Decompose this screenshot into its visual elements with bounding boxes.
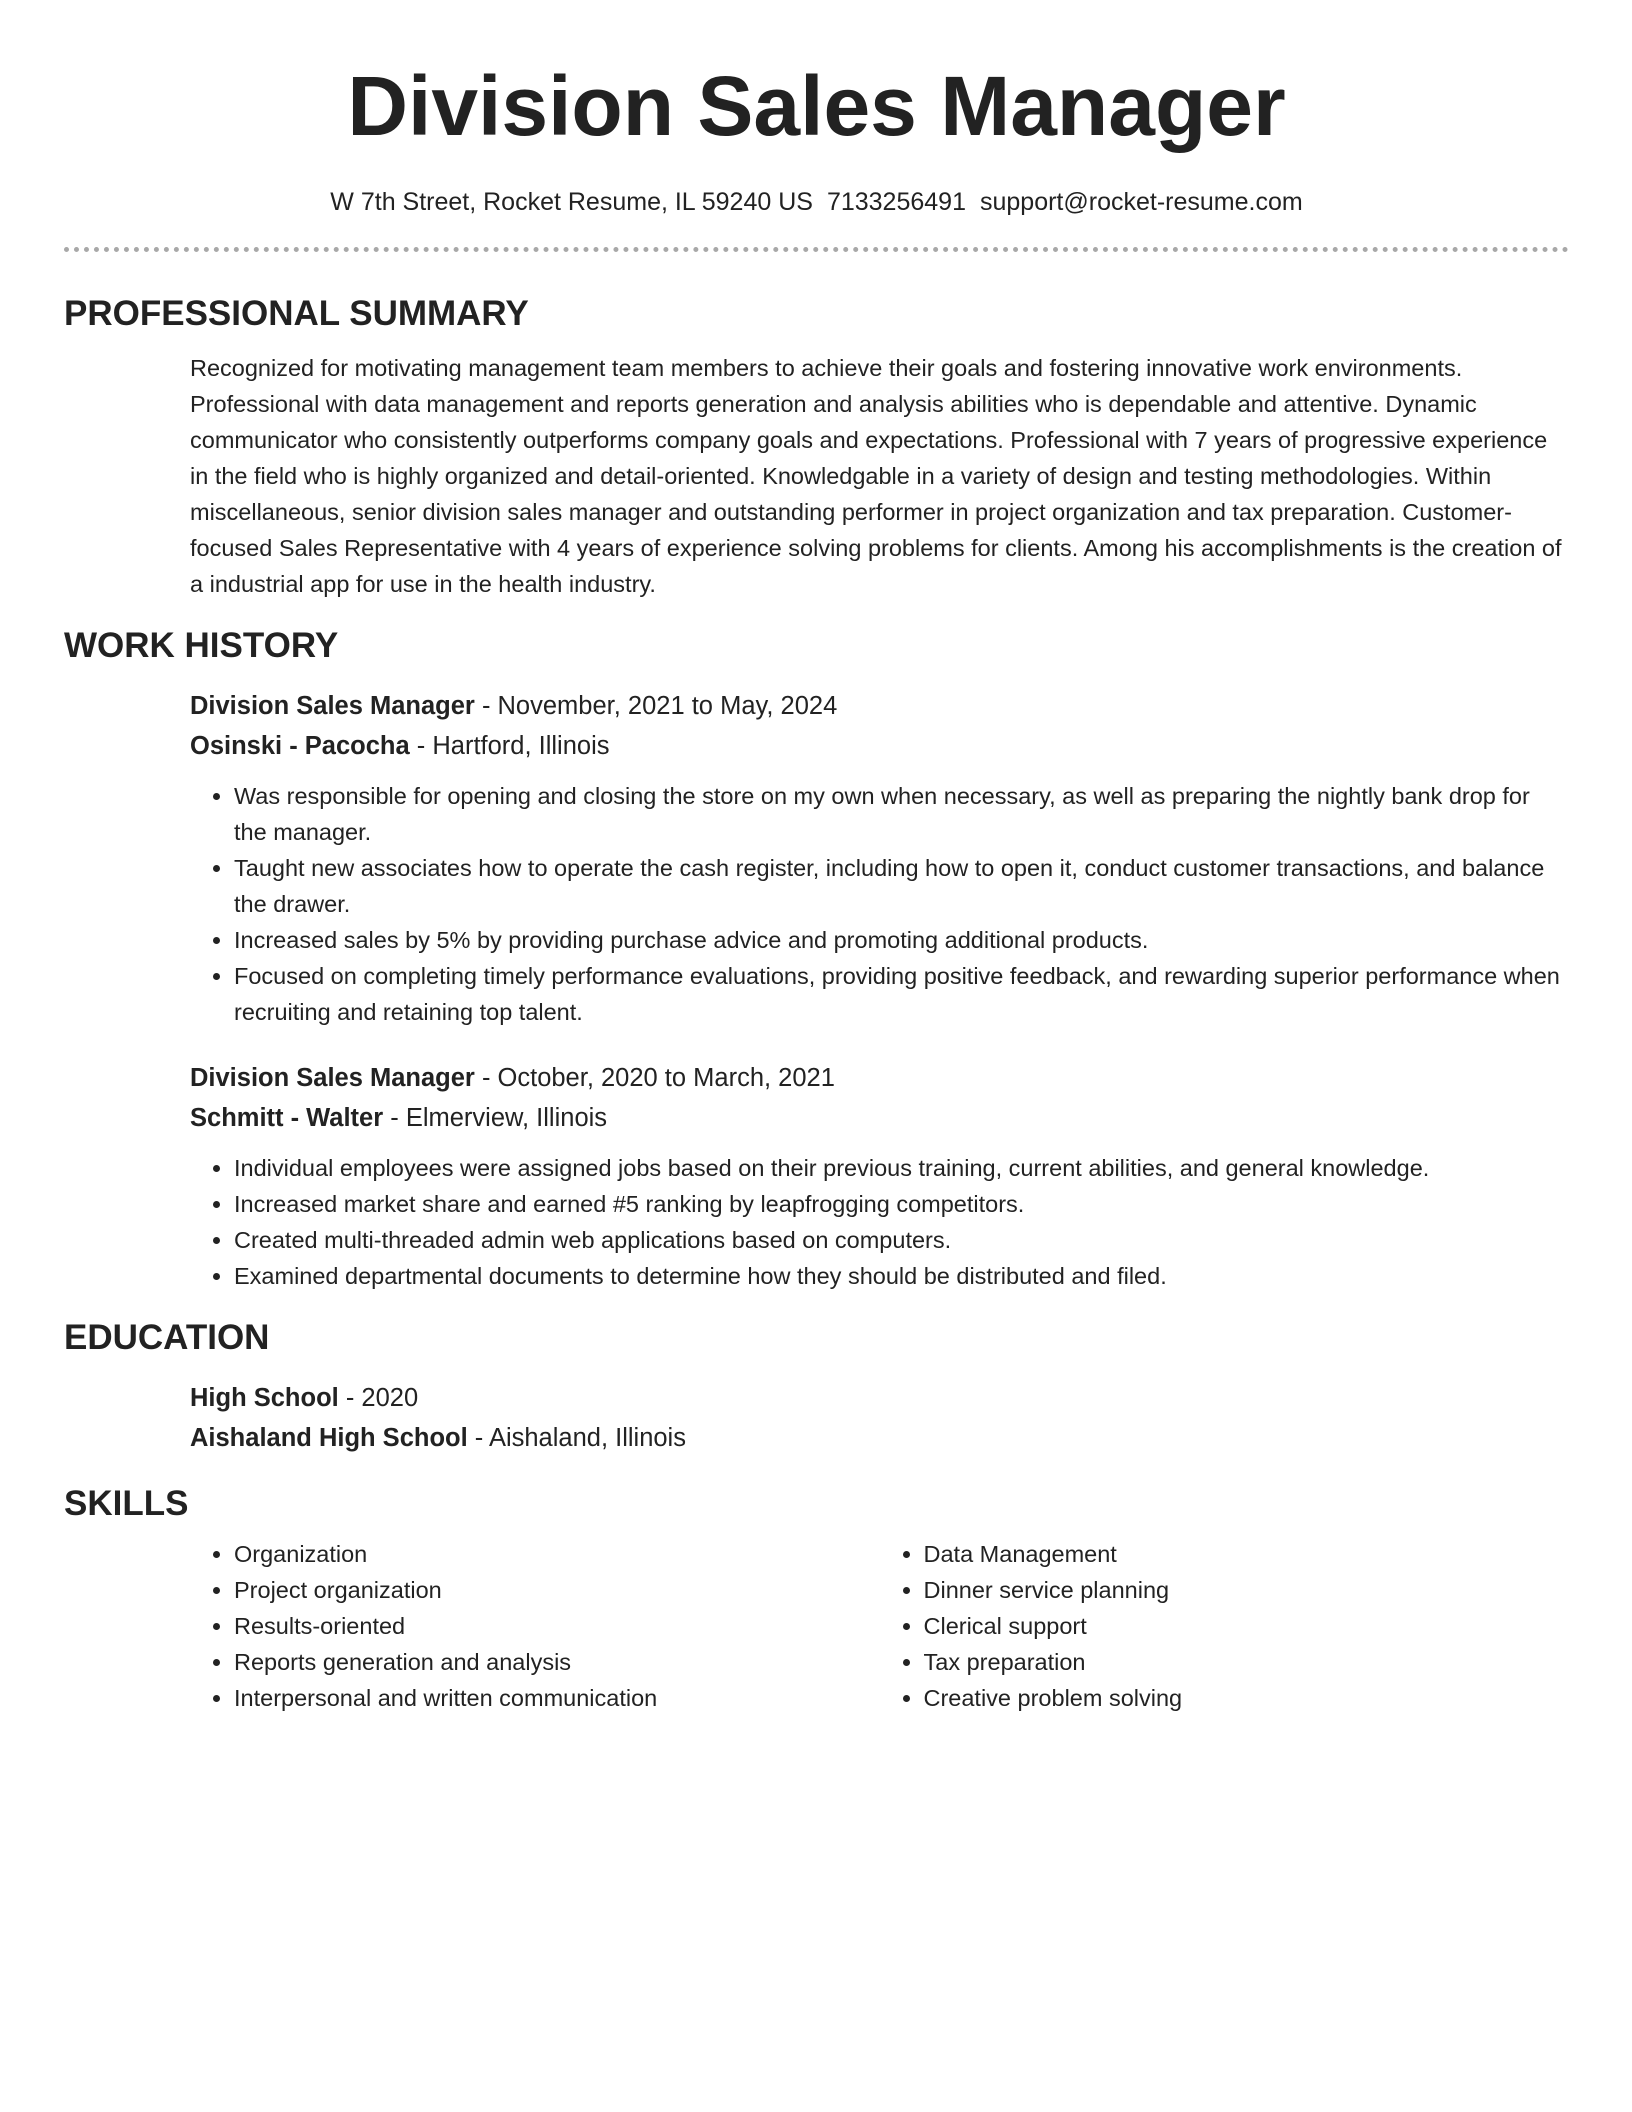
skills-section — [64, 1482, 1569, 1716]
job-bullet: • Examined departmental documents to determine how they should be distributed and filed. — [234, 1258, 1569, 1294]
job-role: Division Sales Manager — [190, 1064, 475, 1092]
skills-grid — [190, 1536, 1569, 1716]
job-bullets — [190, 778, 1569, 1030]
education-school: Aishaland High School — [190, 1424, 468, 1452]
summary-section — [64, 292, 1569, 602]
job-location: - Hartford, Illinois — [409, 732, 610, 760]
job-company-line — [190, 726, 1569, 766]
job-bullets — [190, 1150, 1569, 1294]
job-company-line — [190, 1098, 1569, 1138]
skills-title: SKILLS — [64, 1484, 189, 1523]
education-school-line — [190, 1418, 1569, 1458]
job-company: Osinski - Pacocha — [190, 732, 410, 760]
job-role: Division Sales Manager — [190, 692, 475, 720]
skill-item: • Dinner service planning — [924, 1572, 1570, 1608]
job-title-line — [190, 686, 1569, 726]
skill-item: • Data Management — [924, 1536, 1570, 1572]
job-bullet: • Was responsible for opening and closing the store on my own when necessary, as well as preparing the nightly bank drop for the manager. — [234, 778, 1569, 850]
skill-item: • Clerical support — [924, 1608, 1570, 1644]
skill-item: • Results-oriented — [234, 1608, 880, 1644]
resume-header — [64, 0, 1569, 218]
job-bullet: • Taught new associates how to operate the cash register, including how to open it, conduct customer transactions, and balance the drawer. — [234, 850, 1569, 922]
education-title: EDUCATION — [64, 1318, 270, 1357]
job-dates: - October, 2020 to March, 2021 — [474, 1064, 835, 1092]
contact-address: W 7th Street, Rocket Resume, IL 59240 US — [330, 188, 813, 216]
job-entry — [190, 1058, 1569, 1294]
skill-item: • Organization — [234, 1536, 880, 1572]
skill-item: • Reports generation and analysis — [234, 1644, 880, 1680]
job-title-line — [190, 1058, 1569, 1098]
contact-email: support@rocket-resume.com — [979, 188, 1303, 216]
skills-list-right — [880, 1536, 1570, 1716]
job-company: Schmitt - Walter — [190, 1104, 384, 1132]
candidate-name: Division Sales Manager — [347, 59, 1286, 153]
summary-title: PROFESSIONAL SUMMARY — [64, 294, 529, 333]
contact-phone: 7133256491 — [826, 188, 966, 216]
header-divider — [64, 247, 1569, 252]
summary-text: Recognized for motivating management team members to achieve their goals and fostering innovative work environments. Professional with data management and reports generation and analysis abilities who is dependable and attentive. Dynamic communicator who consistently outperforms company goals and expectations. Professional with 7 years of progressive experience in the field who is highly organized and detail-oriented. Knowledgable in a variety of design and testing methodologies. Within miscellaneous, senior division sales manager and outstanding performer in project organization and tax preparation. Customer-focused Sales Representative with 4 years of experience solving problems for clients. Among his accomplishments is the creation of a industrial app for use in the health industry. — [190, 355, 1562, 597]
skill-item: • Interpersonal and written communication — [234, 1680, 880, 1716]
work-title: WORK HISTORY — [64, 626, 339, 665]
job-entry — [190, 686, 1569, 1030]
job-bullet: • Individual employees were assigned jobs based on their previous training, current abilities, and general knowledge. — [234, 1150, 1569, 1186]
job-bullet: • Increased sales by 5% by providing purchase advice and promoting additional products. — [234, 922, 1569, 958]
education-year: - 2020 — [338, 1384, 419, 1412]
education-section — [64, 1316, 1569, 1458]
skill-item: • Creative problem solving — [924, 1680, 1570, 1716]
contact-line — [64, 186, 1569, 218]
job-bullet: • Created multi-threaded admin web applications based on computers. — [234, 1222, 1569, 1258]
skills-list-left — [190, 1536, 880, 1716]
job-bullet: • Increased market share and earned #5 ranking by leapfrogging competitors. — [234, 1186, 1569, 1222]
education-location: - Aishaland, Illinois — [467, 1424, 686, 1452]
job-location: - Elmerview, Illinois — [383, 1104, 608, 1132]
skill-item: • Tax preparation — [924, 1644, 1570, 1680]
education-degree: High School — [190, 1384, 339, 1412]
job-dates: - November, 2021 to May, 2024 — [474, 692, 838, 720]
work-section — [64, 624, 1569, 1294]
education-degree-line — [190, 1378, 1569, 1418]
skill-item: • Project organization — [234, 1572, 880, 1608]
job-bullet: • Focused on completing timely performance evaluations, providing positive feedback, and rewarding superior performance when recruiting and retaining top talent. — [234, 958, 1569, 1030]
